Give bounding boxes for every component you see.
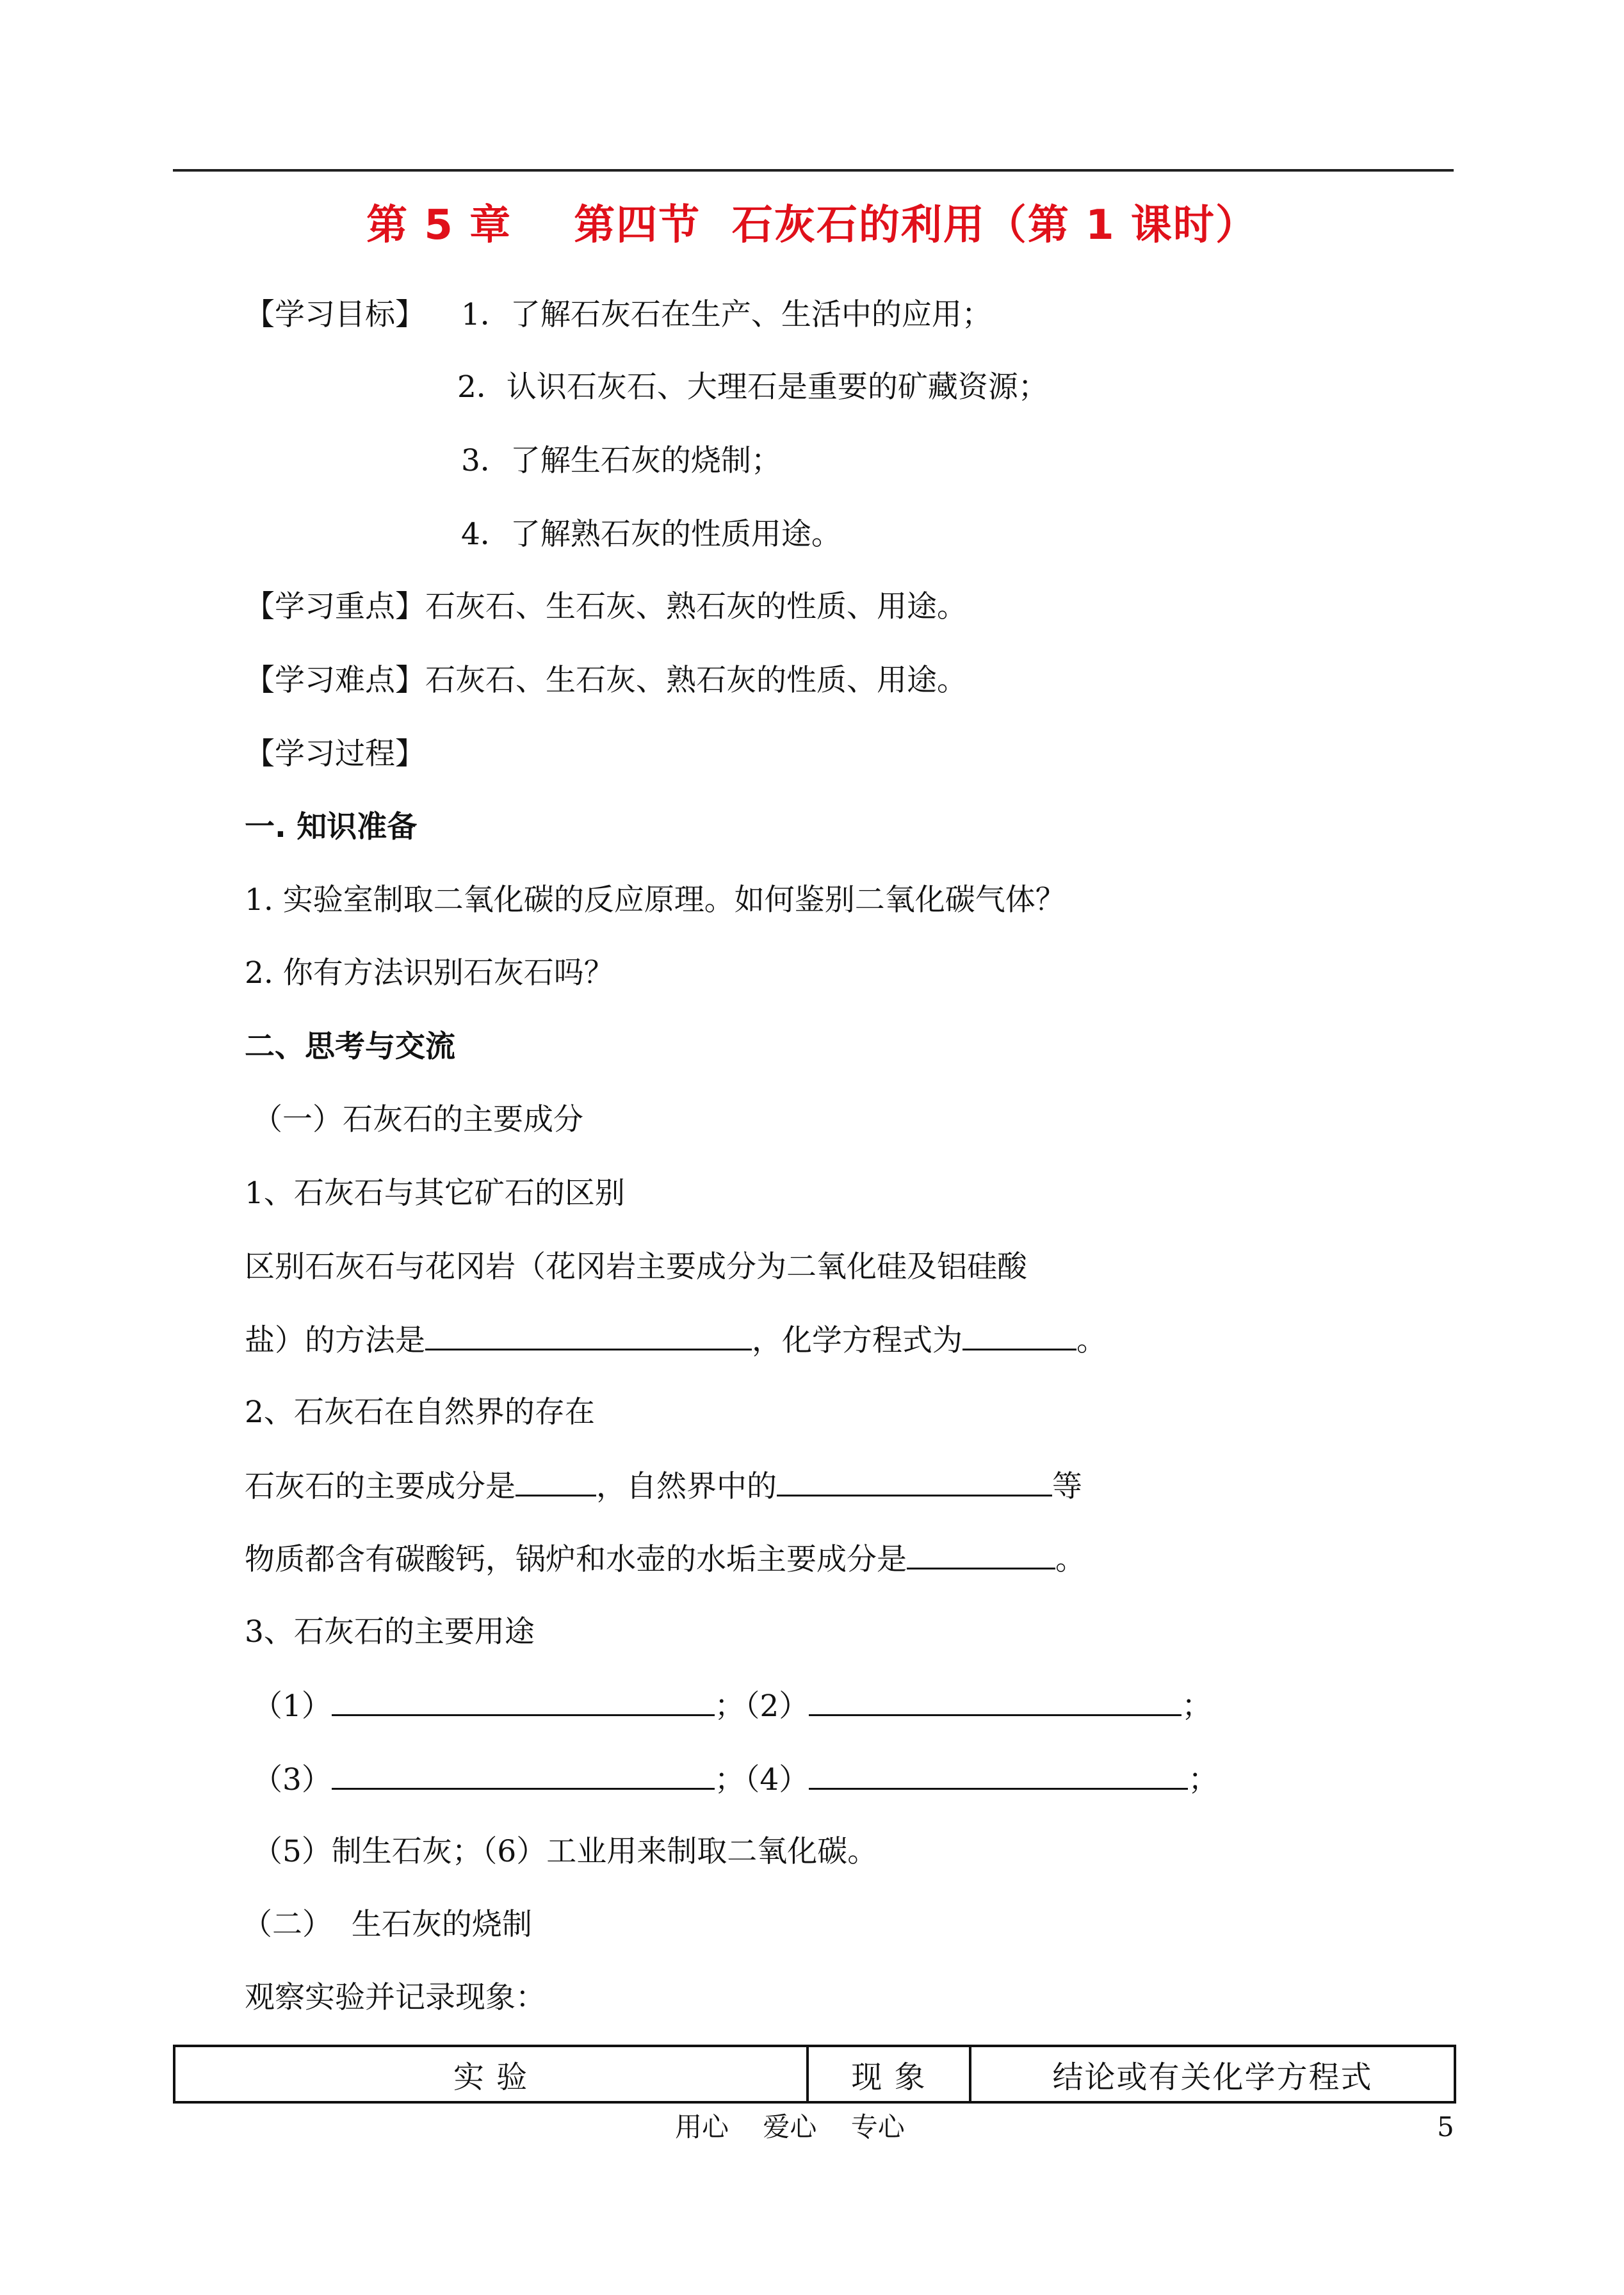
objective-item-1: 1．了解石灰石在生产、生活中的应用； — [461, 297, 992, 332]
item-1-text-a: 盐）的方法是 — [245, 1323, 425, 1358]
subsection-2: （二） 生石灰的烧制 — [242, 1907, 532, 1942]
observe-instruction: 观察实验并记录现象： — [245, 1980, 546, 2015]
header-phenomenon: 现 象 — [808, 2046, 970, 2102]
process-label: 【学习过程】 — [245, 736, 425, 772]
section-1-heading: 一. 知识准备 — [245, 809, 418, 845]
objective-item-2: 2．认识石灰石、大理石是重要的矿藏资源； — [457, 369, 1048, 405]
item-2-line-2 — [245, 1539, 1085, 1579]
item-2-text-a: 石灰石的主要成分是 — [245, 1469, 516, 1504]
use-3-blank[interactable] — [332, 1760, 715, 1790]
item-1-line-2 — [245, 1320, 1107, 1360]
objectives-label: 【学习目标】 — [245, 297, 425, 332]
question-2: 2. 你有方法识别石灰石吗？ — [245, 955, 614, 991]
use-row-2-semicolon: ； — [1188, 1762, 1219, 1797]
header-conclusion: 结论或有关化学方程式 — [970, 2046, 1455, 2102]
subsection-1: （一）石灰石的主要成分 — [252, 1102, 583, 1137]
use-3-label: （3） — [252, 1762, 332, 1797]
use-1-label: （1） — [252, 1689, 332, 1724]
natural-substances-blank[interactable] — [777, 1466, 1052, 1496]
item-2-text-b: ，自然界中的 — [596, 1469, 777, 1504]
use-2-label: ；（2） — [714, 1689, 809, 1724]
key-point: 【学习重点】石灰石、生石灰、熟石灰的性质、用途。 — [245, 589, 967, 624]
item-2-line-1 — [245, 1466, 1082, 1506]
uses-row-1 — [252, 1686, 1212, 1726]
use-2-blank[interactable] — [809, 1686, 1181, 1716]
table-header-row — [174, 2046, 1455, 2102]
item-1-title: 1、石灰石与其它矿石的区别 — [245, 1176, 625, 1211]
section-2-heading: 二、思考与交流 — [245, 1029, 455, 1064]
use-row-1-semicolon: ； — [1181, 1689, 1212, 1724]
item-2-text-e: 。 — [1055, 1542, 1085, 1577]
page-number: 5 — [1437, 2111, 1454, 2143]
question-1: 1. 实验室制取二氧化碳的反应原理。如何鉴别二氧化碳气体？ — [245, 882, 1066, 918]
item-1-line-1: 区别石灰石与花冈岩（花冈岩主要成分为二氧化硅及铝硅酸 — [245, 1249, 1027, 1285]
use-4-label: ；（4） — [714, 1762, 809, 1797]
item-2-title: 2、石灰石在自然界的存在 — [245, 1395, 595, 1430]
item-1-text-c: 。 — [1076, 1323, 1107, 1358]
uses-5-6: （5）制生石灰；（6）工业用来制取二氧化碳。 — [252, 1834, 878, 1869]
experiment-table — [173, 2045, 1456, 2104]
header-experiment: 实 验 — [174, 2046, 808, 2102]
footer-motto: 用心 爱心 专心 — [675, 2111, 905, 2143]
objective-item-3: 3．了解生石灰的烧制； — [461, 443, 781, 478]
main-component-blank[interactable] — [516, 1466, 596, 1496]
difficult-point: 【学习难点】石灰石、生石灰、熟石灰的性质、用途。 — [245, 663, 967, 698]
use-1-blank[interactable] — [332, 1686, 715, 1716]
item-3-title: 3、石灰石的主要用途 — [245, 1614, 535, 1650]
method-blank[interactable] — [425, 1320, 752, 1350]
uses-row-2 — [252, 1760, 1218, 1799]
header-rule — [173, 169, 1454, 172]
item-1-text-b: ，化学方程式为 — [752, 1323, 962, 1358]
equation-blank[interactable] — [962, 1320, 1076, 1350]
item-2-text-c: 等 — [1052, 1469, 1082, 1504]
scale-component-blank[interactable] — [907, 1539, 1055, 1569]
item-2-text-d: 物质都含有碳酸钙，锅炉和水壶的水垢主要成分是 — [245, 1542, 907, 1577]
objective-item-4: 4．了解熟石灰的性质用途。 — [461, 517, 841, 552]
use-4-blank[interactable] — [809, 1760, 1188, 1790]
page-title: 第 5 章 第四节 石灰石的利用（第 1 课时） — [366, 202, 1258, 249]
